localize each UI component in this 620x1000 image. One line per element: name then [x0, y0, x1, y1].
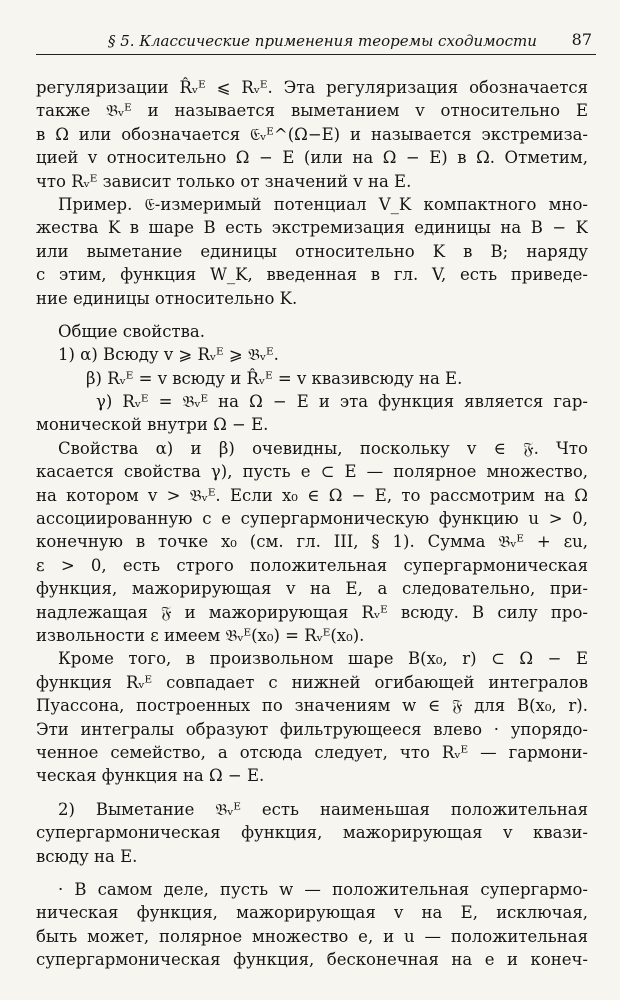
text-line: функция, мажорирующая v на E, а следовательно, при-	[36, 579, 588, 599]
text-line: или выметание единицы относительно K в B; наряду	[36, 241, 588, 261]
text-line: ческая функция на Ω − E.	[36, 766, 265, 786]
text-line: на котором v > 𝔅ᵥᴱ. Если x₀ ∈ Ω − E, то рассмотрим на Ω	[36, 485, 588, 505]
paragraph-gap	[36, 310, 588, 320]
text-line: монической внутри Ω − E.	[36, 415, 269, 435]
text-line: 2) Выметание 𝔅ᵥᴱ есть наименьшая положительная	[58, 799, 588, 819]
text-line: регуляризации R̂ᵥᴱ ⩽ Rᵥᴱ. Эта регуляризация обозначается	[36, 78, 588, 97]
text-line: касается свойства γ), пусть e ⊂ E — полярное множество,	[36, 462, 588, 482]
paragraph-gap	[36, 868, 588, 878]
text-line: 1) α) Всюду v ⩾ Rᵥᴱ ⩾ 𝔅ᵥᴱ.	[58, 345, 279, 365]
text-line: быть может, полярное множество e, и u — положительная	[36, 926, 588, 946]
text-line: супергармоническая функция, бесконечная на e и конеч-	[36, 950, 588, 970]
text-line: жества K в шаре B есть экстремизация единицы на B − K	[36, 218, 588, 238]
text-line: конечную в точке x₀ (см. гл. III, § 1). Сумма 𝔅ᵥᴱ + εu,	[36, 532, 588, 552]
text-line: цией v относительно Ω − E (или на Ω − E) в Ω. Отметим,	[36, 148, 588, 168]
text-line: γ) Rᵥᴱ = 𝔅ᵥᴱ на Ω − E и эта функция является гар-	[96, 392, 588, 412]
text-line: с этим, функция W_K, введенная в гл. V, есть приведе-	[36, 265, 588, 285]
running-header	[36, 26, 596, 55]
text-line: ченное семейство, а отсюда следует, что Rᵥᴱ — гармони-	[36, 742, 588, 762]
text-line: ние единицы относительно K.	[36, 288, 298, 308]
text-line: β) Rᵥᴱ = v всюду и R̂ᵥᴱ = v квазивсюду на E.	[86, 368, 463, 388]
text-line: Общие свойства.	[58, 321, 206, 341]
text-line: ε > 0, есть строго положительная супергармоническая	[36, 555, 588, 575]
page-number: 87	[571, 30, 592, 49]
text-line: ническая функция, мажорирующая v на E, исключая,	[36, 903, 588, 923]
text-line: что Rᵥᴱ зависит только от значений v на E.	[36, 171, 412, 191]
body-text	[36, 76, 588, 971]
text-line: Эти интегралы образуют фильтрующееся влево · упорядо-	[36, 719, 588, 739]
paragraph-gap	[36, 788, 588, 798]
text-line: Свойства α) и β) очевидны, поскольку v ∈ 𝔉. Что	[58, 438, 588, 458]
section-title: § 5. Классические применения теоремы сходимости	[108, 32, 537, 50]
text-line: извольности ε имеем 𝔅ᵥᴱ(x₀) = Rᵥᴱ(x₀).	[36, 625, 365, 645]
text-line: в Ω или обозначается 𝔈ᵥᴱ^(Ω−E) и называется экстремиза-	[36, 124, 588, 144]
text-line: Пример. 𝔈-измеримый потенциал V_K компактного мно-	[58, 194, 588, 214]
text-line: функция Rᵥᴱ совпадает с нижней огибающей интегралов	[36, 672, 588, 692]
text-line: ассоциированную с e супергармоническую функцию u > 0,	[36, 509, 588, 529]
text-line: · В самом деле, пусть w — положительная супергармо-	[58, 879, 588, 899]
text-line: Кроме того, в произвольном шаре B(x₀, r) ⊂ Ω − E	[58, 649, 588, 669]
text-line: Пуассона, построенных по значениям w ∈ 𝔉 для B(x₀, r).	[36, 696, 588, 716]
text-line: всюду на E.	[36, 846, 138, 866]
text-line: супергармоническая функция, мажорирующая v квази-	[36, 823, 588, 843]
text-line: также 𝔅ᵥᴱ и называется выметанием v относительно E	[36, 101, 588, 121]
text-line: надлежащая 𝔉 и мажорирующая Rᵥᴱ всюду. В силу про-	[36, 602, 588, 622]
